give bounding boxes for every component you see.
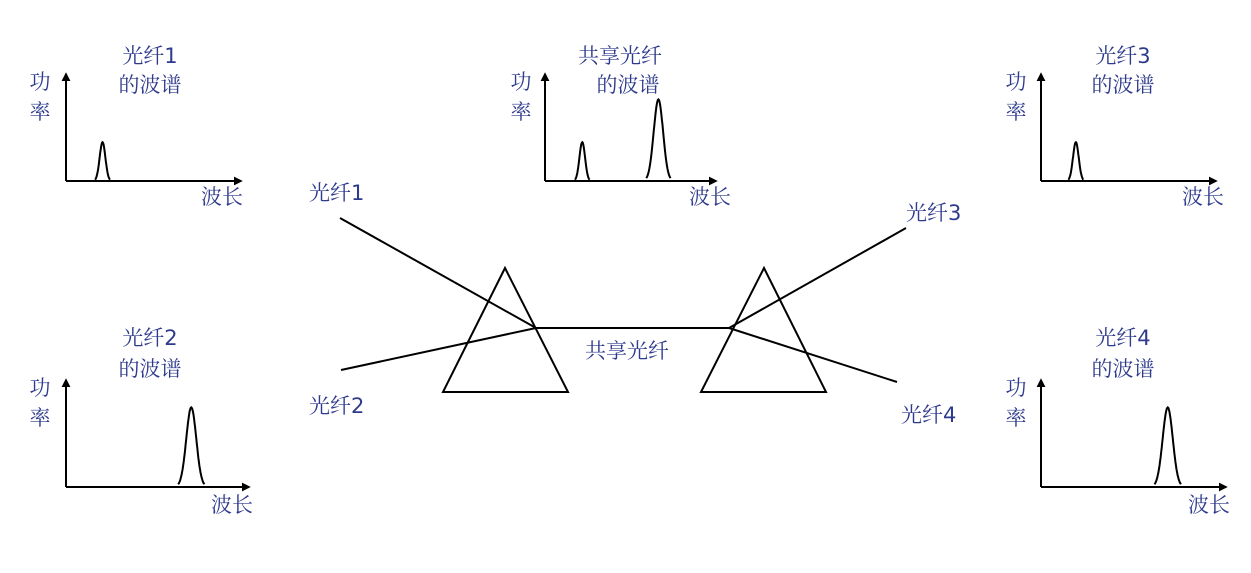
y-label-fiber1-bottom: 率 — [29, 100, 51, 124]
y-label-fiber1-top: 功 — [29, 70, 51, 94]
peaks-fiber4 — [1155, 407, 1181, 484]
y-label-fiber4-bottom: 率 — [1005, 406, 1027, 430]
chart-subtitle-fiber3: 的波谱 — [1091, 73, 1155, 97]
chart-title-fiber3: 光纤3 — [1095, 44, 1151, 68]
chart-subtitle-fiber1: 的波谱 — [118, 73, 182, 97]
fiber-line-3 — [729, 228, 906, 328]
spectrum-peak-shared-1 — [575, 142, 590, 180]
y-label-fiber3-bottom: 率 — [1005, 100, 1027, 124]
spectrum-peak-fiber3-1 — [1068, 142, 1083, 180]
x-label-fiber3: 波长 — [1182, 185, 1224, 209]
network-label-fiber1: 光纤1 — [309, 181, 365, 205]
y-label-shared-bottom: 率 — [510, 100, 532, 124]
network-label-fiber3: 光纤3 — [906, 201, 962, 225]
chart-subtitle-fiber4: 的波谱 — [1091, 357, 1155, 381]
y-label-fiber4-top: 功 — [1005, 376, 1027, 400]
fiber-line-2 — [341, 328, 536, 370]
peaks-fiber3 — [1068, 142, 1083, 180]
spectrum-axes-fiber2 — [66, 380, 249, 487]
x-label-fiber1: 波长 — [201, 185, 243, 209]
peaks-fiber2 — [178, 407, 204, 484]
chart-subtitle-shared: 的波谱 — [596, 73, 660, 97]
chart-subtitle-fiber2: 的波谱 — [118, 357, 182, 381]
spectrum-peak-shared-2 — [646, 99, 670, 178]
y-label-fiber2-bottom: 率 — [29, 406, 51, 430]
y-label-shared-top: 功 — [510, 70, 532, 94]
network-label-fiber2: 光纤2 — [309, 394, 365, 418]
chart-title-fiber2: 光纤2 — [122, 326, 178, 350]
y-label-fiber3-top: 功 — [1005, 70, 1027, 94]
y-label-fiber2-top: 功 — [29, 376, 51, 400]
chart-title-fiber4: 光纤4 — [1095, 326, 1151, 350]
x-label-fiber4: 波长 — [1188, 493, 1230, 517]
x-label-shared: 波长 — [689, 185, 731, 209]
spectrum-peak-fiber2-1 — [178, 407, 204, 484]
spectrum-peak-fiber4-1 — [1155, 407, 1181, 484]
spectrum-peak-fiber1-1 — [95, 142, 110, 180]
x-label-fiber2: 波长 — [211, 493, 253, 517]
network-label-shared: 共享光纤 — [585, 339, 669, 363]
peaks-shared — [575, 99, 671, 179]
right-prism — [701, 268, 826, 392]
chart-title-fiber1: 光纤1 — [122, 44, 178, 68]
peaks-fiber1 — [95, 142, 110, 180]
spectrum-axes-fiber4 — [1041, 380, 1226, 487]
fiber-line-4 — [729, 328, 897, 382]
chart-title-shared: 共享光纤 — [578, 44, 662, 68]
network-label-fiber4: 光纤4 — [901, 403, 957, 427]
